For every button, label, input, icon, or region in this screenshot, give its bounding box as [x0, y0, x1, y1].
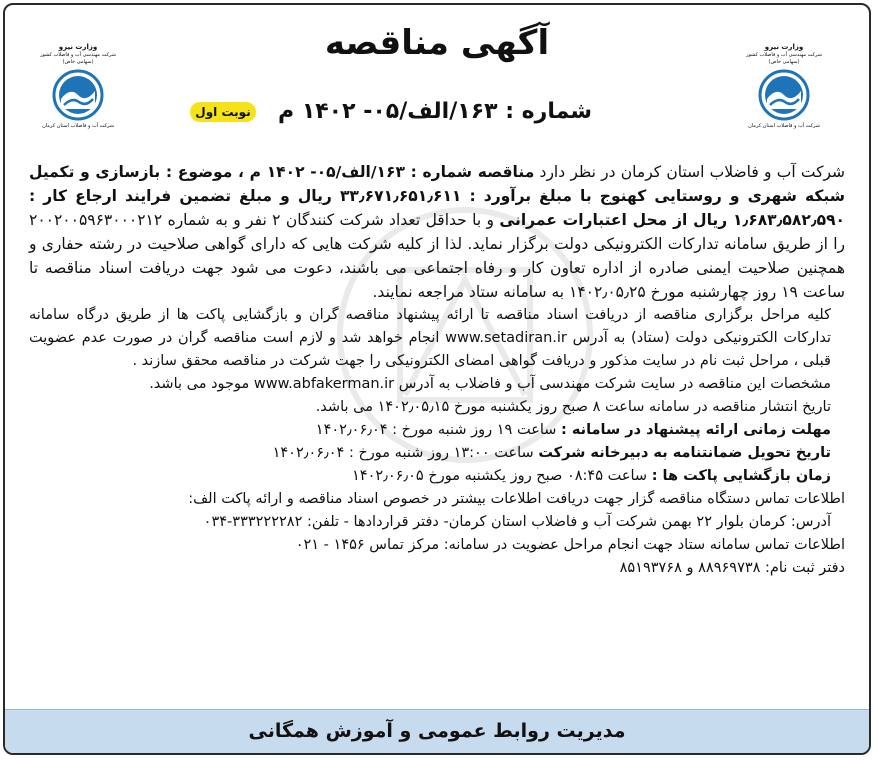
- contact-heading: اطلاعات تماس دستگاه مناقصه گزار جهت دریافت اطلاعات بیشتر در خصوص اسناد مناقصه و ارائه پاکت الف:: [188, 491, 845, 507]
- opening-time: [29, 465, 845, 488]
- bid-deadline-label: مهلت زمانی ارائه پیشنهاد در سامانه :: [561, 422, 831, 438]
- contact-address: آدرس: کرمان بلوار ۲۲ بهمن شرکت آب و فاضلاب استان کرمان- دفتر قراردادها - تلفن: ۳۳۳۲۲۲۲۸۲-۰۳۴: [203, 514, 831, 530]
- opening-time-label: زمان بازگشایی پاکت ها :: [651, 468, 831, 484]
- water-drop-logo-icon: [758, 69, 810, 121]
- logo-ministry: وزارت نیرو: [58, 43, 98, 51]
- notice-frame: [3, 3, 871, 755]
- setadiran-link[interactable]: www.setadiran.ir: [445, 330, 567, 346]
- abfakerman-link[interactable]: www.abfakerman.ir: [253, 376, 395, 392]
- logo-ministry: وزارت نیرو: [764, 43, 804, 51]
- paragraph-intro: [29, 160, 845, 304]
- paragraph-specs: [29, 373, 845, 396]
- bid-deadline-value: ساعت ۱۹ روز شنبه مورخ : ۱۴۰۲٫۰۶٫۰۴: [315, 422, 562, 438]
- logo-company: شرکت مهندسی آب و فاضلاب کشور: [40, 52, 116, 58]
- water-drop-logo-icon: [52, 69, 104, 121]
- process-text: کلیه مراحل برگزاری مناقصه از دریافت اسناد مناقصه تا ارائه پیشنهاد مناقصه گران و بازگشایی پاکت ها از طریق درگاه سامانه تدارکات الکترونیکی دولت (ستاد) به آدرس: [29, 307, 831, 346]
- opening-time-value: ساعت ۰۸:۴۵ صبح روز یکشنبه مورخ ۱۴۰۲٫۰۶٫۰۵: [352, 468, 652, 484]
- process-text-end: انجام خواهد شد و لازم است مناقصه گران در صورت عدم عضویت قبلی ، مراحل ثبت نام در سایت مذکور و دریافت گواهی امضای الکترونیکی را جهت شرکت در مناقصه محقق سازند .: [29, 330, 831, 369]
- bid-deadline: [29, 419, 845, 442]
- footer-banner: مدیریت روابط عمومی و آموزش همگانی: [5, 709, 869, 753]
- setad-contact: اطلاعات تماس سامانه ستاد جهت انجام مراحل عضویت در سامانه: مرکز تماس ۱۴۵۶ - ۰۲۱: [295, 537, 845, 553]
- specs-text: مشخصات این مناقصه در سایت شرکت مهندسی آب و فاضلاب به آدرس: [394, 376, 831, 392]
- logo-company-note: (سهامی خاص): [62, 59, 94, 65]
- intro-details: و با حداقل تعداد شرکت کنندگان ۲ نفر و به شماره ۲۰۰۲۰۰۵۹۶۳۰۰۰۲۱۲ را از طریق سامانه تدارکات الکترونیکی دولت برگزار نماید. لذا از کلیه شرکت هایی که دارای گواهی صلاحیت در رشته حفاری و همچنین صلاحیت ایمنی صادره از اداره تعاون کار و رفاه اجتماعی می باشند، دعوت می شود جهت دریافت اسناد مناقصه تا ساعت ۱۹ روز چهارشنبه مورخ ۱۴۰۲٫۰۵٫۲۵ به سامانه ستاد مراجعه نمایند.: [29, 211, 845, 301]
- publish-date: تاریخ انتشار مناقصه در سامانه ساعت ۸ صبح روز یکشنبه مورخ ۱۴۰۲٫۰۵٫۱۵ می باشد.: [315, 399, 831, 415]
- notice-body: [29, 160, 845, 580]
- specs-text-end: موجود می باشد.: [149, 376, 254, 392]
- guarantee-delivery-label: تاریخ تحویل ضمانتنامه به دبیرخانه شرکت: [538, 445, 831, 461]
- paragraph-process: [29, 304, 845, 373]
- notice-title: آگهی مناقصه: [324, 23, 550, 63]
- tender-number: شماره : ۱۶۳/الف/۰۵- ۱۴۰۲ م: [278, 99, 592, 124]
- intro-text: شرکت آب و فاضلاب استان کرمان در نظر دارد: [534, 163, 845, 181]
- tender-subject: مناقصه شماره : ۱۶۳/الف/۰۵- ۱۴۰۲ م ، موضوع : بازسازی و تکمیل شبکه شهری و روستایی کهنوج با مبلغ برآورد : ۳۳٫۶۷۱٫۶۵۱٫۶۱۱ ریال و مبلغ تضمین فرایند ارجاع کار : ۱٫۶۸۳٫۵۸۲٫۵۹۰ ریال از محل اعتبارات عمرانی: [29, 163, 845, 229]
- logo-caption: شرکت آب و فاضلاب استان کرمان: [748, 123, 820, 129]
- registration-office: دفتر ثبت نام: ۸۸۹۶۹۷۳۸ و ۸۵۱۹۳۷۶۸: [619, 560, 845, 576]
- guarantee-delivery: [29, 442, 845, 465]
- logo-company-note: (سهامی خاص): [768, 59, 800, 65]
- logo-company: شرکت مهندسی آب و فاضلاب کشور: [746, 52, 822, 58]
- first-round-badge: نوبت اول: [190, 102, 256, 122]
- logo-caption: شرکت آب و فاضلاب استان کرمان: [42, 123, 114, 129]
- guarantee-delivery-value: ساعت ۱۳:۰۰ روز شنبه مورخ : ۱۴۰۲٫۰۶٫۰۴: [272, 445, 539, 461]
